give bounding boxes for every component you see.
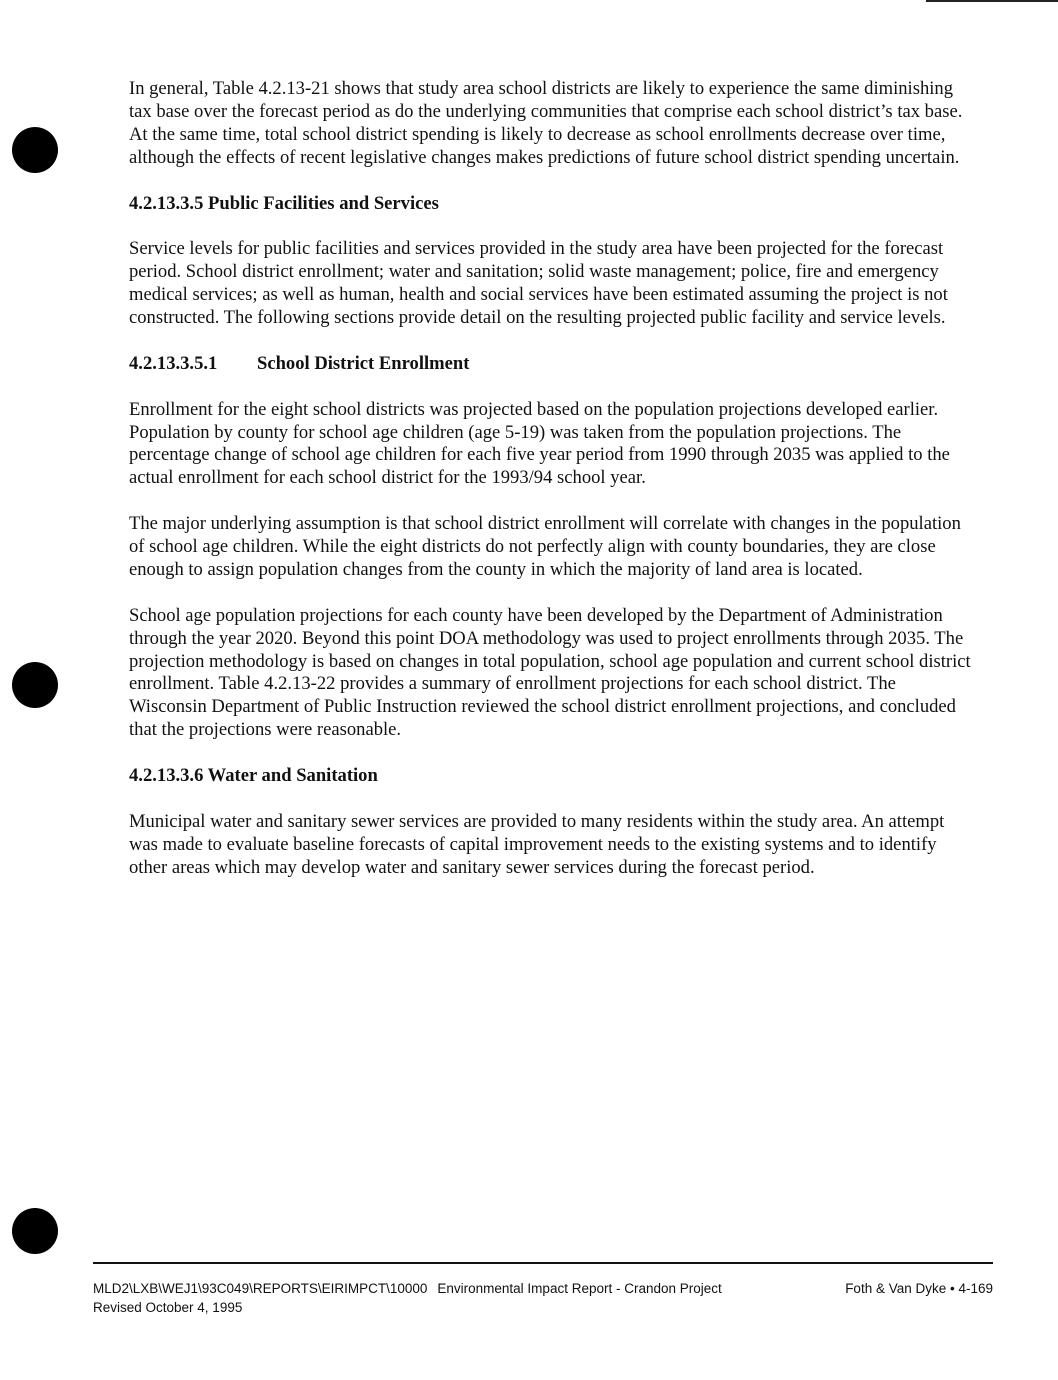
page-body (129, 78, 974, 880)
footer-report-title: Environmental Impact Report - Crandon Project (437, 1281, 722, 1296)
footer-file-path: MLD2\LXB\WEJ1\93C049\REPORTS\EIRIMPCT\10000 (93, 1281, 428, 1296)
footer-rule (93, 1262, 993, 1264)
paragraph-enrollment-method: Enrollment for the eight school districts was projected based on the population projections developed earlier. Population by county for school age children (age 5-19) was taken from the population projections. The percentage change of school age children for each five year period from 1990 through 2035 was applied to the actual enrollment for each school district for the 1993/94 school year. (129, 398, 950, 489)
punch-hole-icon (12, 127, 58, 173)
heading-school-enrollment (129, 353, 974, 376)
paragraph-enrollment-projections: School age population projections for each county have been developed by the Department of Administration through the year 2020. Beyond this point DOA methodology was used to project enrollments through 2035. The projection methodology is based on changes in total population, school age population and current school district enrollment. Table 4.2.13-22 provides a summary of enrollment projections for each school district. The Wisconsin Department of Public Instruction reviewed the school district enrollment projections, and concluded that the projections were reasonable. (129, 604, 971, 741)
heading-number: 4.2.13.3.5.1 (129, 352, 218, 374)
top-edge-rule (926, 0, 1058, 2)
punch-hole-icon (12, 1208, 58, 1254)
paragraph-water-sanitation: Municipal water and sanitary sewer services are provided to many residents within the study area. An attempt was made to evaluate baseline forecasts of capital improvement needs to the existing systems and to identify other areas which may develop water and sanitary sewer services during the forecast period. (129, 810, 945, 878)
heading-public-facilities: 4.2.13.3.5 Public Facilities and Services (129, 192, 439, 214)
paragraph-intro: In general, Table 4.2.13-21 shows that study area school districts are likely to experience the same diminishing tax base over the forecast period as do the underlying communities that comprise each school district’s tax base. At the same time, total school district spending is likely to decrease as school enrollments decrease over time, although the effects of recent legislative changes makes predictions of future school district spending uncertain. (129, 78, 963, 168)
footer-revised-date: Revised October 4, 1995 (93, 1300, 243, 1315)
paragraph-public-facilities: Service levels for public facilities and services provided in the study area have been projected for the forecast period. School district enrollment; water and sanitation; solid waste management; police, fire and emergency medical services; as well as human, health and social services have been estimated assuming the project is not constructed. The following sections provide detail on the resulting projected public facility and service levels. (129, 238, 948, 329)
punch-hole-icon (12, 662, 58, 708)
page-footer (93, 1279, 993, 1317)
heading-title: School District Enrollment (257, 352, 470, 374)
paragraph-enrollment-assumption: The major underlying assumption is that school district enrollment will correlate with changes in the population of school age children. While the eight districts do not perfectly align with county boundaries, they are close enough to assign population changes from the county in which the majority of land area is located. (129, 513, 961, 580)
heading-water-sanitation: 4.2.13.3.6 Water and Sanitation (129, 765, 378, 787)
footer-firm-page-number: Foth & Van Dyke • 4-169 (845, 1281, 993, 1296)
